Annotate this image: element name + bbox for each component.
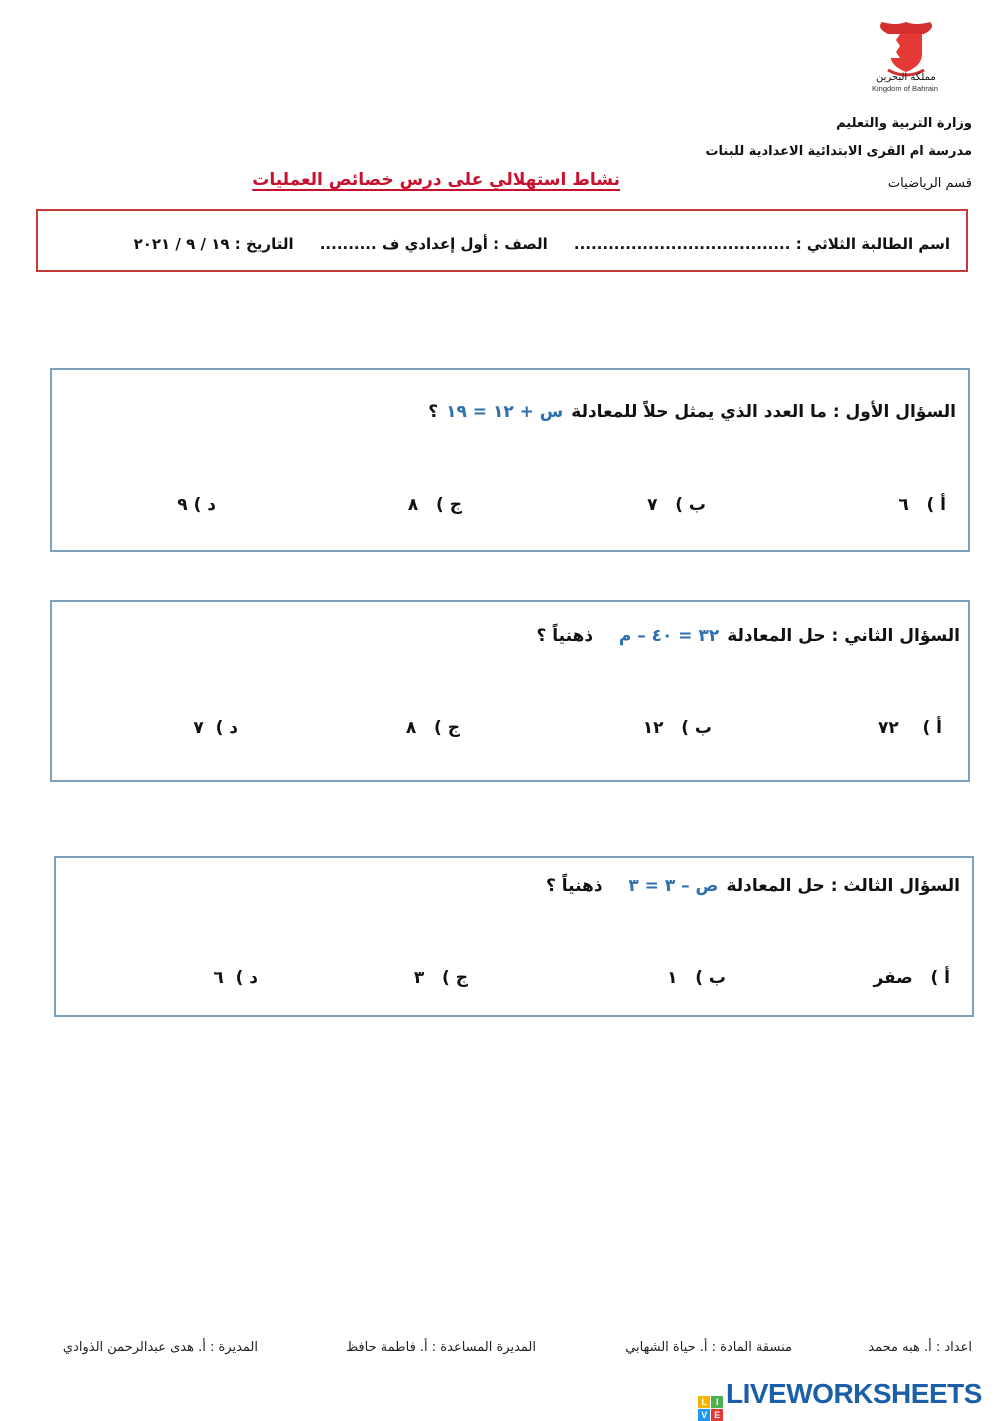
ministry-name: وزارة التربية والتعليم <box>836 116 972 131</box>
department-name: قسم الرياضيات <box>887 176 972 191</box>
student-info-box <box>36 209 968 272</box>
name-field[interactable]: ...................................... <box>573 235 791 253</box>
bahrain-emblem-logo <box>866 20 946 96</box>
name-label: اسم الطالبة الثلاثي : <box>795 235 950 253</box>
school-name: مدرسة ام القرى الابتدائية الاعدادية للبنات <box>705 144 972 159</box>
watermark-text: LIVEWORKSHEETS <box>726 1378 982 1409</box>
question-2-box <box>50 600 970 782</box>
option-a[interactable]: أ ) ٧٢ <box>878 718 942 738</box>
question-3-box <box>54 856 974 1017</box>
option-c[interactable]: ج ) ٨ <box>405 718 460 738</box>
date-label: التاريخ : <box>234 235 294 253</box>
class-label: الصف : أول إعدادي ف <box>381 235 548 253</box>
class-section-field[interactable]: .......... <box>319 235 377 253</box>
option-b[interactable]: ب ) ٧ <box>647 495 706 515</box>
question-suffix: ذهنياً ؟ <box>546 876 603 896</box>
logo-english-text: Kingdom of Bahrain <box>872 84 938 93</box>
option-a[interactable]: أ ) صفر <box>873 968 950 988</box>
question-2-text <box>536 626 960 646</box>
option-a[interactable]: أ ) ٦ <box>898 495 946 515</box>
question-3-text <box>546 876 960 896</box>
option-b[interactable]: ب ) ١ <box>667 968 726 988</box>
assistant-principal: المديرة المساعدة : أ. فاطمة حافظ <box>346 1340 536 1355</box>
liveworksheets-watermark <box>698 1378 982 1421</box>
option-d[interactable]: د ) ٦ <box>213 968 258 988</box>
question-1-text <box>428 402 956 422</box>
option-c[interactable]: ج ) ٨ <box>407 495 462 515</box>
equation: ص – ٣ = ٣ <box>628 876 719 896</box>
subject-coordinator: منسقة المادة : أ. حياة الشهابي <box>625 1340 792 1355</box>
question-prompt: السؤال الثاني : حل المعادلة <box>727 626 960 646</box>
option-d[interactable]: د ) ٧ <box>193 718 238 738</box>
date-value: ١٩ / ٩ / ٢٠٢١ <box>133 235 230 253</box>
question-suffix: ذهنياً ؟ <box>536 626 594 646</box>
liveworksheets-cube-icon: L I V E <box>698 1396 723 1421</box>
question-1-box <box>50 368 970 552</box>
equation: ٣٢ = ٤٠ – م <box>618 626 720 646</box>
principal: المديرة : أ. هدى عبدالرحمن الذوادي <box>62 1340 258 1355</box>
option-d[interactable]: د ) ٩ <box>177 495 216 515</box>
logo-arabic-text: مملكة البحرين <box>876 72 936 83</box>
question-prompt: السؤال الثالث : حل المعادلة <box>726 876 960 896</box>
question-mark: ؟ <box>428 402 439 422</box>
prepared-by: اعداد : أ. هبه محمد <box>868 1340 972 1355</box>
option-c[interactable]: ج ) ٣ <box>413 968 468 988</box>
option-b[interactable]: ب ) ١٢ <box>642 718 712 738</box>
equation: س + ١٢ = ١٩ <box>446 402 564 422</box>
question-prompt: السؤال الأول : ما العدد الذي يمثل حلاً للمعادلة <box>571 402 956 422</box>
worksheet-title: نشاط استهلالي على درس خصائص العمليات <box>252 170 620 190</box>
